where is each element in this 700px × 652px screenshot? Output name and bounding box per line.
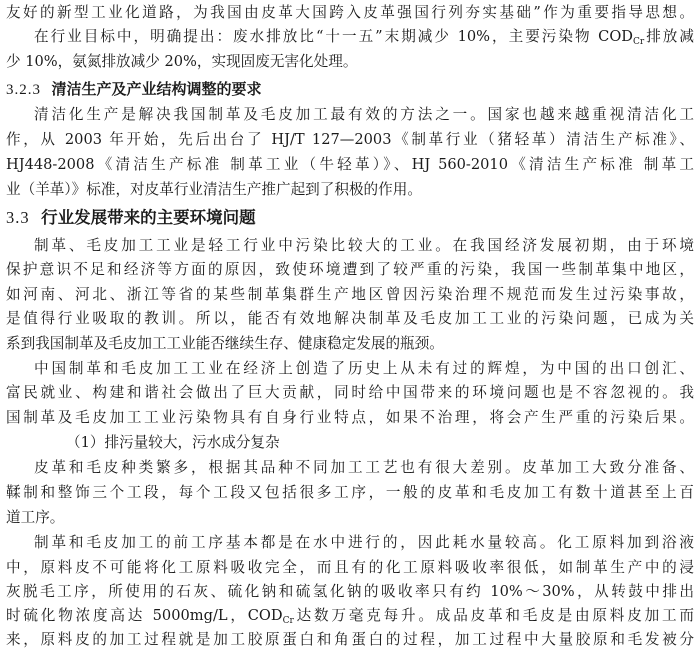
cod-subscript: Cr xyxy=(633,37,645,47)
body-line: 系到我国制革及毛皮加工工业能否继续生存、健康稳定发展的瓶颈。 xyxy=(6,335,444,352)
body-line: 在行业目标中，明确提出：废水排放比“十一五”末期减少 10%，主要污染物 $COD_{Cr}$排放减 xyxy=(34,28,694,47)
body-line: 作，从 2003 年开始，先后出台了 HJ/T 127—2003《制革行业（猪轻革）清洁生产标准》、 xyxy=(6,131,694,148)
body-line: 灰脱毛工序，所使用的石灰、硫化钠和硫氢化钠的吸收率只有约 10%～30%，从转鼓中排出 xyxy=(6,583,694,600)
body-line: 鞣制和整饰三个工段，每个工段又包括很多工序，一般的皮革和毛皮加工有数十道甚至上百 xyxy=(6,484,694,501)
body-line: 来，原料皮的加工过程就是加工胶原蛋白和角蛋白的过程，加工过程中大量胶原和毛发被分 xyxy=(6,631,694,648)
body-line: 友好的新型工业化道路，为我国由皮革大国跨入皮革强国行列夯实基础”作为重要指导思想。 xyxy=(6,4,694,21)
section-heading-3-2-3: 3.2.3 清洁生产及产业结构调整的要求 xyxy=(6,80,262,98)
body-line: 如河南、河北、浙江等省的某些制革集群生产地区曾因污染治理不规范而发生过污染事故， xyxy=(6,286,694,303)
body-line: 业（羊革）》标准，对皮革行业清洁生产推广起到了积极的作用。 xyxy=(6,181,422,198)
list-item-heading: （1）排污量较大，污水成分复杂 xyxy=(66,434,280,451)
body-line: 制革、毛皮加工工业是轻工行业中污染比较大的工业。在我国经济发展初期，由于环境 xyxy=(34,237,694,254)
cod-subscript: Cr xyxy=(282,616,294,626)
body-line: 中，原料皮不可能将化工原料吸收完全，而且有的化工原料吸收率很低，如制革生产中的浸 xyxy=(6,559,694,576)
body-line: 道工序。 xyxy=(6,509,65,526)
body-line: 少 10%，氨氮排放减少 20%，实现固废无害化处理。 xyxy=(6,53,358,70)
body-line: 保护意识不足和经济等方面的原因，致使环境遭到了较严重的污染，我国一些制革集中地区， xyxy=(6,261,694,278)
section-heading-3-3: 3.3 行业发展带来的主要环境问题 xyxy=(6,208,256,227)
body-line: 中国制革和毛皮加工工业在经济上创造了历史上从未有过的辉煌，为中国的出口创汇、 xyxy=(34,360,694,377)
body-line: 制革和毛皮加工的前工序基本都是在水中进行的，因此耗水量较高。化工原料加到浴液 xyxy=(34,534,694,551)
body-line: 时硫化物浓度高达 5000mg/L，$COD_{Cr}$达数万毫克每升。成品皮革和毛皮是由原料皮加工而 xyxy=(6,607,694,626)
body-line: 是值得行业吸取的教训。所以，能否有效地解决制革及毛皮加工工业的污染问题，已成为关 xyxy=(6,310,694,327)
body-line: HJ448-2008《清洁生产标准 制革工业（牛轻革）》、HJ 560-2010《清洁生产标准 制革工 xyxy=(6,156,694,173)
body-line: 富民就业、构建和谐社会做出了巨大贡献，同时给中国带来的环境问题也是不容忽视的。我 xyxy=(6,384,694,401)
body-line: 清洁化生产是解决我国制革及毛皮加工最有效的方法之一。国家也越来越重视清洁化工 xyxy=(34,106,694,123)
body-line: 皮革和毛皮种类繁多，根据其品种不同加工工艺也有很大差别。皮革加工大致分准备、 xyxy=(34,459,694,476)
body-line: 国制革及毛皮加工工业污染物具有自身行业特点，如果不治理，将会产生严重的污染后果。 xyxy=(6,409,694,426)
